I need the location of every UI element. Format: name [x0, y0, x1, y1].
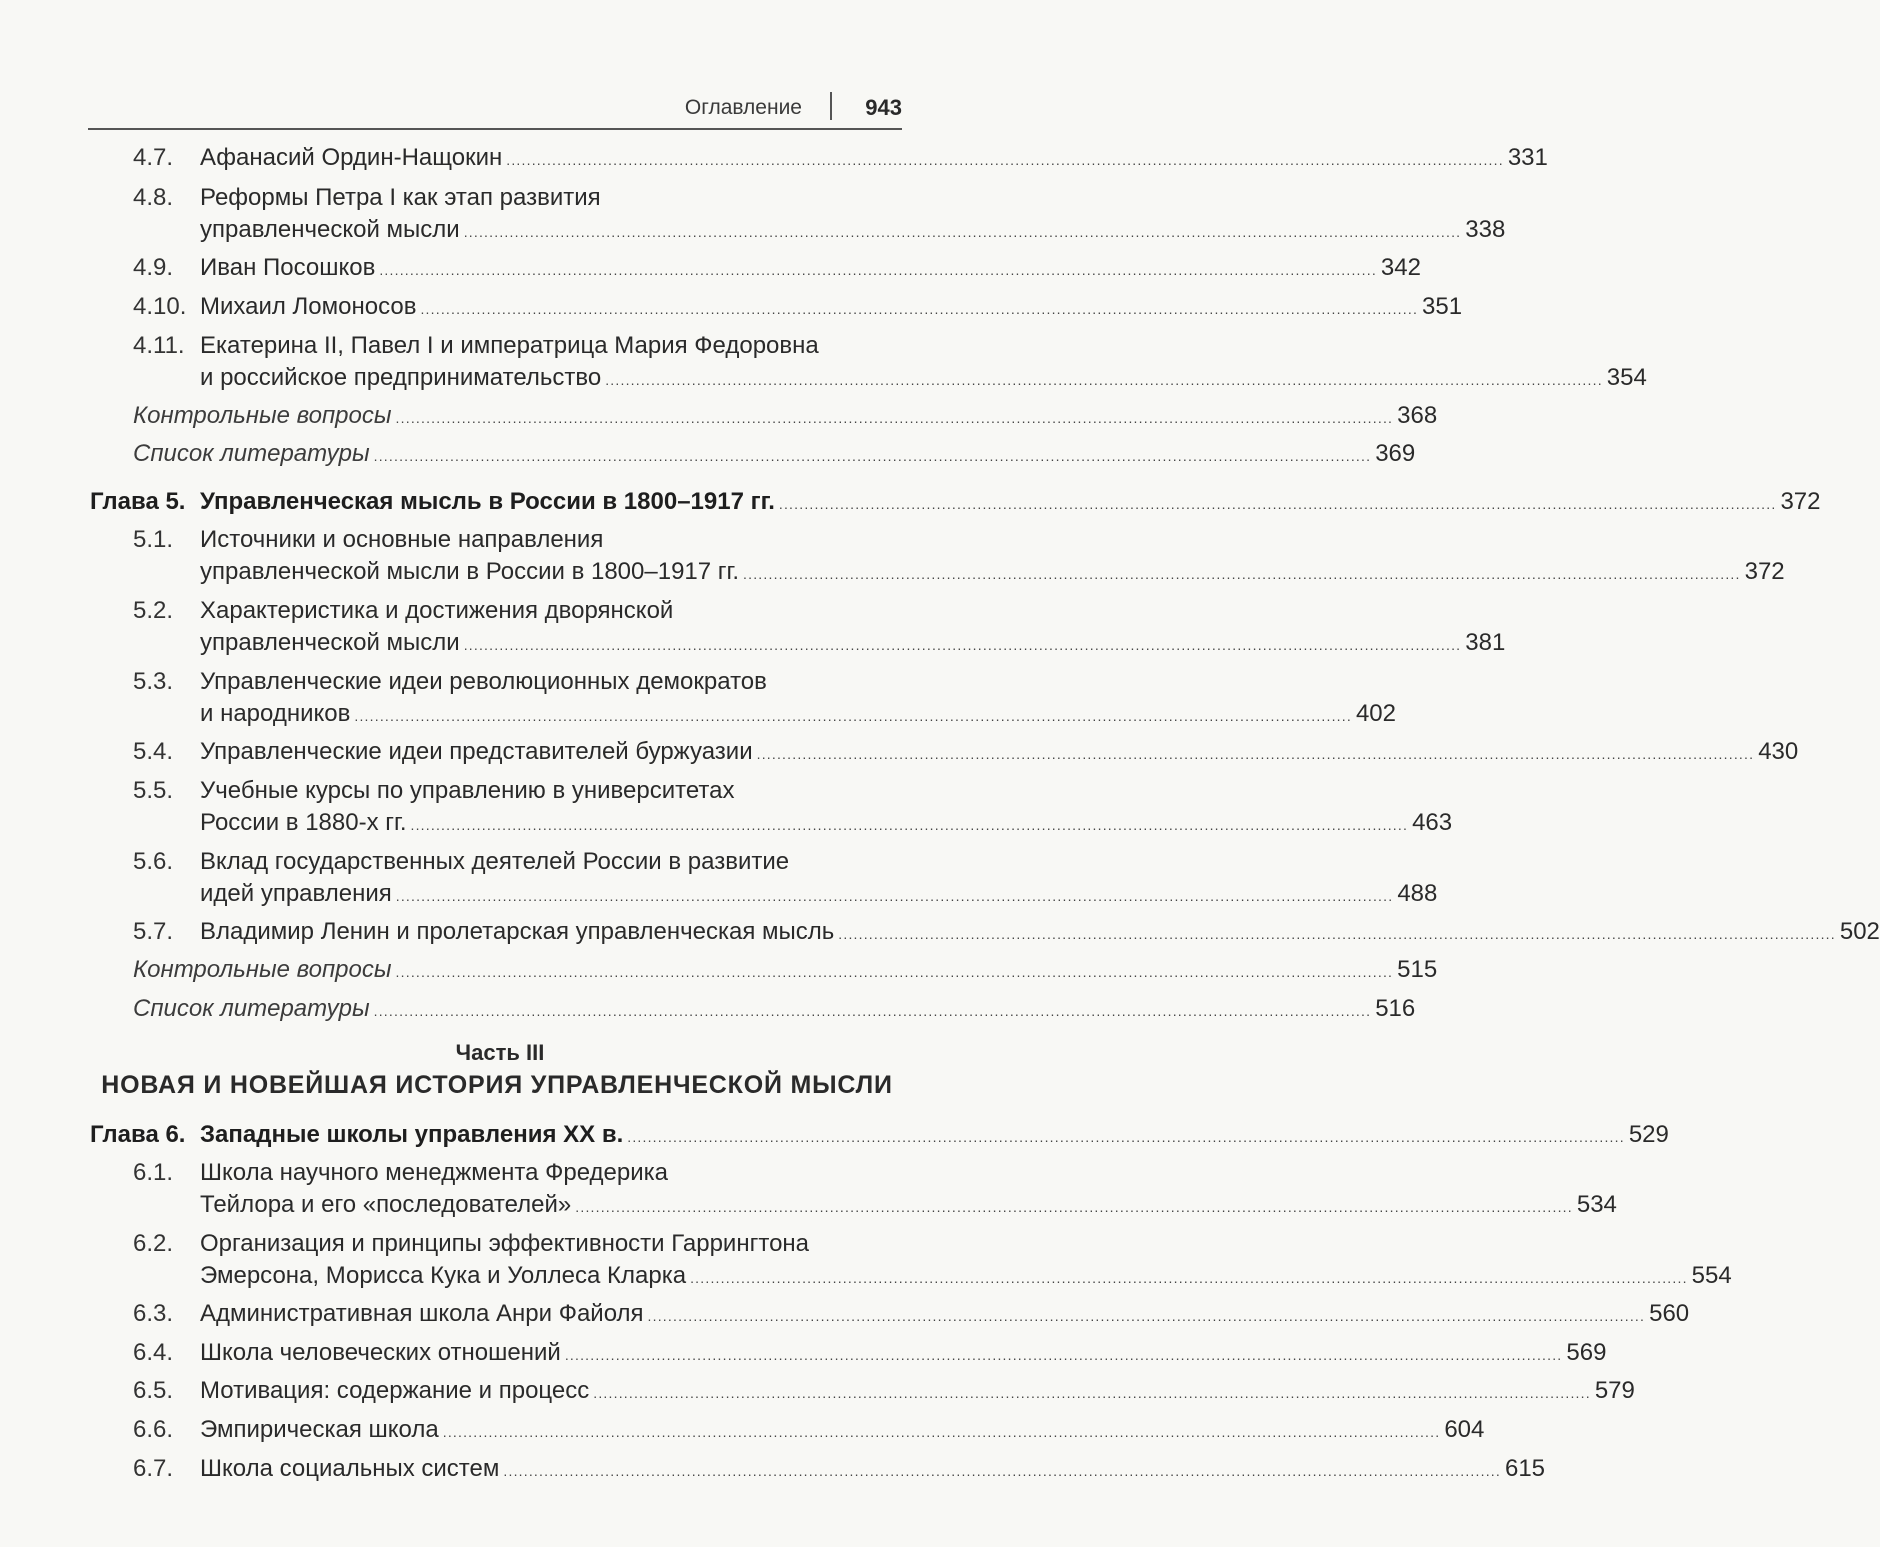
entry-page: 529 [1628, 1121, 1669, 1148]
entry-number: 4.7. [133, 144, 174, 171]
entry-page: 488 [1397, 880, 1438, 907]
toc-chapter-heading [90, 1119, 1669, 1151]
entry-line [200, 486, 1821, 520]
entry-number: 6.4. [133, 1339, 174, 1366]
entry-title: Реформы Петра I как этап развития [200, 184, 601, 211]
toc-entry [133, 1337, 1607, 1369]
dot-leader: .................................................................................................................................................................................................... [647, 1308, 1646, 1324]
entry-title: Школа человеческих отношений [200, 1339, 561, 1366]
entry-number: 4.9. [133, 254, 174, 281]
entry-title: Список литературы [133, 995, 370, 1022]
toc-entry [133, 1298, 1690, 1330]
entry-line [200, 627, 1506, 661]
toc-entry [133, 1453, 1546, 1485]
chapter-number: Глава 6. [90, 1121, 186, 1148]
dot-leader: .................................................................................................................................................................................................... [410, 817, 1409, 833]
entry-title: Характеристика и достижения дворянской [200, 597, 674, 624]
entry-line [200, 698, 1396, 732]
entry-number: 4.11. [133, 332, 185, 359]
entry-line [200, 1260, 1732, 1294]
entry-page: 569 [1566, 1339, 1607, 1366]
dot-leader: .................................................................................................................................................................................................... [420, 301, 1419, 317]
entry-page: 430 [1758, 738, 1799, 765]
toc-entry [133, 666, 1396, 730]
entry-title: Школа научного менеджмента Фредерика [200, 1159, 668, 1186]
entry-page: 354 [1606, 364, 1647, 391]
chapter-title: Управленческая мысль в России в 1800–1917 гг. [200, 488, 775, 515]
entry-title-continued: России в 1880-х гг. [200, 809, 407, 836]
entry-title: Екатерина II, Павел I и императрица Мария Федоровна [200, 332, 819, 359]
dot-leader: .................................................................................................................................................................................................... [463, 637, 1462, 653]
entry-line [200, 291, 1463, 325]
entry-title: Школа социальных систем [200, 1455, 500, 1482]
dot-leader: .................................................................................................................................................................................................... [506, 152, 1504, 168]
dot-leader: .................................................................................................................................................................................................... [463, 224, 1462, 240]
entry-title: Контрольные вопросы [133, 402, 392, 429]
header-title: Оглавление [684, 96, 802, 119]
toc-entry [133, 291, 1463, 323]
entry-title: Михаил Ломоносов [200, 293, 417, 320]
dot-leader: .................................................................................................................................................................................................... [379, 262, 1377, 278]
entry-number: 6.6. [133, 1416, 174, 1443]
entry-title-continued: Тейлора и его «последователей» [200, 1191, 572, 1218]
toc-entry [133, 595, 1506, 659]
entry-title: Список литературы [133, 440, 370, 467]
entry-page: 381 [1465, 629, 1506, 656]
entry-title: Вклад государственных деятелей России в развитие [200, 848, 790, 875]
dot-leader: .................................................................................................................................................................................................... [778, 496, 1777, 512]
toc-entry-review-questions [133, 400, 1438, 432]
dot-leader: .................................................................................................................................................................................................... [605, 372, 1603, 388]
entry-number: 6.7. [133, 1455, 174, 1482]
toc-entry [133, 182, 1506, 246]
dot-leader: .................................................................................................................................................................................................... [373, 448, 1372, 464]
chapter-number: Глава 5. [90, 488, 186, 515]
entry-title: Управленческие идеи революционных демократов [200, 668, 767, 695]
entry-number: 6.1. [133, 1159, 174, 1186]
entry-page: 502 [1839, 918, 1880, 945]
entry-page: 615 [1504, 1455, 1546, 1482]
entry-page: 579 [1594, 1377, 1635, 1404]
toc-entry [133, 524, 1785, 588]
entry-line [200, 252, 1421, 286]
toc-chapter-heading [90, 486, 1821, 518]
toc-entry-bibliography [133, 993, 1416, 1025]
entry-title: Иван Посошков [200, 254, 376, 281]
toc-entry [133, 1157, 1617, 1221]
entry-line [200, 1337, 1607, 1371]
entry-number: 4.10. [133, 293, 187, 320]
dot-leader: .................................................................................................................................................................................................... [395, 410, 1394, 426]
entry-title: Административная школа Анри Файоля [200, 1300, 644, 1327]
entry-page: 372 [1780, 488, 1821, 515]
dot-leader: .................................................................................................................................................................................................... [575, 1199, 1573, 1215]
dot-leader: .................................................................................................................................................................................................... [756, 746, 1755, 762]
entry-page: 338 [1465, 216, 1506, 243]
entry-number: 6.2. [133, 1230, 174, 1257]
entry-line [133, 954, 1438, 988]
toc-entry-review-questions [133, 954, 1438, 986]
entry-page: 368 [1397, 402, 1438, 429]
dot-leader: .................................................................................................................................................................................................... [503, 1463, 1501, 1479]
entry-line [200, 878, 1438, 912]
entry-title: Управленческие идеи представителей буржуазии [200, 738, 753, 765]
toc-entry [133, 775, 1453, 839]
dot-leader: .................................................................................................................................................................................................... [395, 964, 1394, 980]
toc-entry [133, 330, 1647, 394]
entry-page: 402 [1355, 700, 1396, 727]
entry-number: 4.8. [133, 184, 174, 211]
dot-leader: .................................................................................................................................................................................................... [627, 1129, 1625, 1145]
entry-line [200, 1375, 1635, 1409]
dot-leader: .................................................................................................................................................................................................... [838, 926, 1836, 942]
toc-entry [133, 1375, 1635, 1407]
entry-line [200, 736, 1799, 770]
entry-number: 5.2. [133, 597, 174, 624]
entry-line [200, 142, 1548, 176]
entry-line [200, 362, 1647, 396]
entry-page: 554 [1691, 1262, 1732, 1289]
header-page-number: 943 [865, 95, 902, 120]
dot-leader: .................................................................................................................................................................................................... [373, 1003, 1372, 1019]
toc-entry [133, 1228, 1732, 1292]
entry-page: 331 [1507, 144, 1548, 171]
entry-number: 5.6. [133, 848, 174, 875]
entry-page: 560 [1649, 1300, 1690, 1327]
entry-title-continued: управленческой мысли [200, 629, 460, 656]
entry-number: 5.3. [133, 668, 174, 695]
dot-leader: .................................................................................................................................................................................................... [564, 1347, 1563, 1363]
toc-entry [133, 846, 1438, 910]
entry-page: 372 [1744, 558, 1785, 585]
entry-title-continued: управленческой мысли [200, 216, 460, 243]
entry-title-continued: управленческой мысли в России в 1800–1917 гг. [200, 558, 740, 585]
entry-page: 516 [1375, 995, 1416, 1022]
entry-line [133, 400, 1438, 434]
entry-page: 351 [1422, 293, 1463, 320]
dot-leader: .................................................................................................................................................................................................... [395, 888, 1394, 904]
entry-title: Источники и основные направления [200, 526, 604, 553]
entry-title: Контрольные вопросы [133, 956, 392, 983]
entry-title-continued: Эмерсона, Морисса Кука и Уоллеса Кларка [200, 1262, 687, 1289]
chapter-title: Западные школы управления XX в. [200, 1121, 624, 1148]
entry-line [200, 1414, 1485, 1448]
toc-entry [133, 142, 1548, 174]
entry-number: 5.1. [133, 526, 174, 553]
entry-number: 5.5. [133, 777, 174, 804]
entry-page: 342 [1380, 254, 1421, 281]
toc-entry [133, 252, 1421, 284]
dot-leader: .................................................................................................................................................................................................... [442, 1424, 1441, 1440]
toc-entry [133, 916, 1880, 948]
entry-title-continued: и российское предпринимательство [200, 364, 602, 391]
entry-title: Организация и принципы эффективности Гаррингтона [200, 1230, 810, 1257]
part-label: Часть III [455, 1040, 545, 1065]
toc-entry [133, 736, 1799, 768]
entry-page: 463 [1412, 809, 1453, 836]
header-separator [830, 92, 832, 120]
dot-leader: .................................................................................................................................................................................................... [690, 1270, 1688, 1286]
entry-number: 5.4. [133, 738, 174, 765]
entry-title-continued: идей управления [200, 880, 392, 907]
entry-page: 604 [1444, 1416, 1485, 1443]
entry-title: Афанасий Ордин-Нащокин [200, 144, 503, 171]
entry-title: Эмпирическая школа [200, 1416, 439, 1443]
entry-line [200, 1189, 1617, 1223]
dot-leader: .................................................................................................................................................................................................... [593, 1385, 1591, 1401]
part-title: НОВАЯ И НОВЕЙШАЯ ИСТОРИЯ УПРАВЛЕНЧЕСКОЙ МЫСЛИ [101, 1071, 893, 1099]
entry-number: 6.5. [133, 1377, 174, 1404]
entry-page: 369 [1375, 440, 1416, 467]
entry-line [200, 1453, 1546, 1487]
running-header [88, 92, 902, 130]
entry-title: Учебные курсы по управлению в университетах [200, 777, 735, 804]
entry-line [133, 993, 1416, 1027]
dot-leader: .................................................................................................................................................................................................... [354, 708, 1352, 724]
entry-number: 5.7. [133, 918, 174, 945]
dot-leader: .................................................................................................................................................................................................... [743, 566, 1741, 582]
entry-line [200, 916, 1880, 950]
entry-line [200, 1119, 1669, 1153]
entry-page: 515 [1397, 956, 1438, 983]
entry-title-continued: и народников [200, 700, 351, 727]
entry-number: 6.3. [133, 1300, 174, 1327]
entry-line [200, 807, 1453, 841]
entry-line [133, 438, 1416, 472]
entry-line [200, 556, 1785, 590]
entry-title: Владимир Ленин и пролетарская управленческая мысль [200, 918, 835, 945]
entry-line [200, 1298, 1690, 1332]
entry-page: 534 [1576, 1191, 1617, 1218]
entry-line [200, 214, 1506, 248]
entry-title: Мотивация: содержание и процесс [200, 1377, 590, 1404]
toc-entry-bibliography [133, 438, 1416, 470]
toc-entry [133, 1414, 1485, 1446]
